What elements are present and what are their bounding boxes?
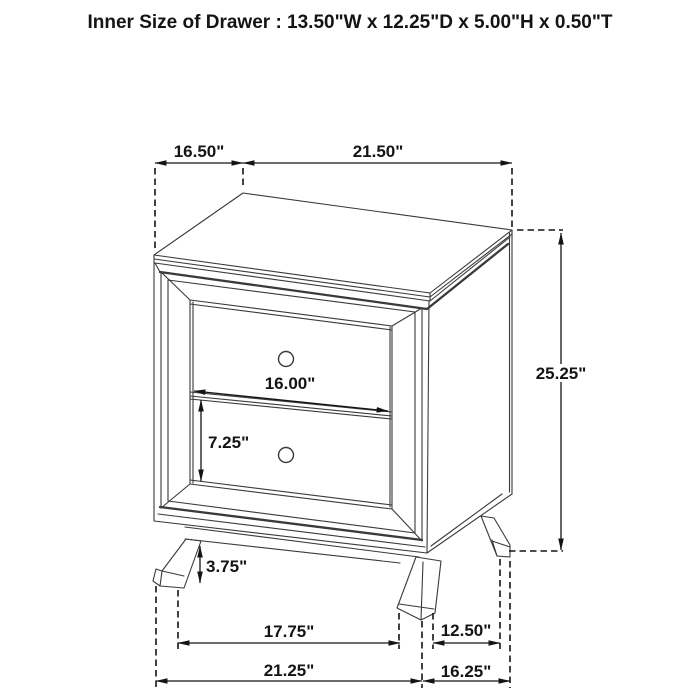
dim-label-overall-height: 25.25": [535, 364, 587, 383]
dim-label-drawer-face-height: 7.25": [208, 433, 250, 452]
dim-label-drawer-face-width: 16.00": [264, 374, 316, 393]
bottom-drawer: [279, 448, 294, 463]
dim-label-front-overall-width: 21.25": [263, 661, 315, 680]
dim-label-top-width: 21.50": [352, 142, 404, 161]
nightstand-cabinet: [153, 193, 512, 620]
top-face: [154, 193, 512, 309]
dimension-top-depth: [155, 142, 243, 251]
bottom-drawer-knob: [279, 448, 294, 463]
dimension-overall-height: [509, 230, 586, 551]
page-title: Inner Size of Drawer : 13.50"W x 12.25"D x 5.00"H x 0.50"T: [87, 12, 613, 33]
front-left-leg: [153, 539, 201, 588]
top-drawer: [279, 352, 294, 367]
dimension-leg-height: [200, 546, 247, 583]
dimension-top-width: [243, 142, 512, 228]
top-drawer-knob: [279, 352, 294, 367]
dimension-side-feet-span: [433, 559, 500, 649]
right-side-panel: [427, 230, 512, 553]
dim-label-side-overall-depth: 16.25": [440, 662, 492, 681]
drawer-divider: [190, 392, 392, 419]
dim-label-leg-height: 3.75": [206, 557, 248, 576]
dimension-front-feet-inner-span: [178, 590, 400, 649]
dim-label-top-depth: 16.50": [173, 142, 225, 161]
dimension-drawer-face-height: [201, 400, 249, 481]
dim-label-front-feet-inner-span: 17.75": [263, 622, 315, 641]
dim-label-side-feet-span: 12.50": [440, 621, 492, 640]
front-right-leg: [397, 557, 441, 620]
front-face-frame: [154, 255, 429, 553]
back-right-leg: [481, 516, 510, 557]
